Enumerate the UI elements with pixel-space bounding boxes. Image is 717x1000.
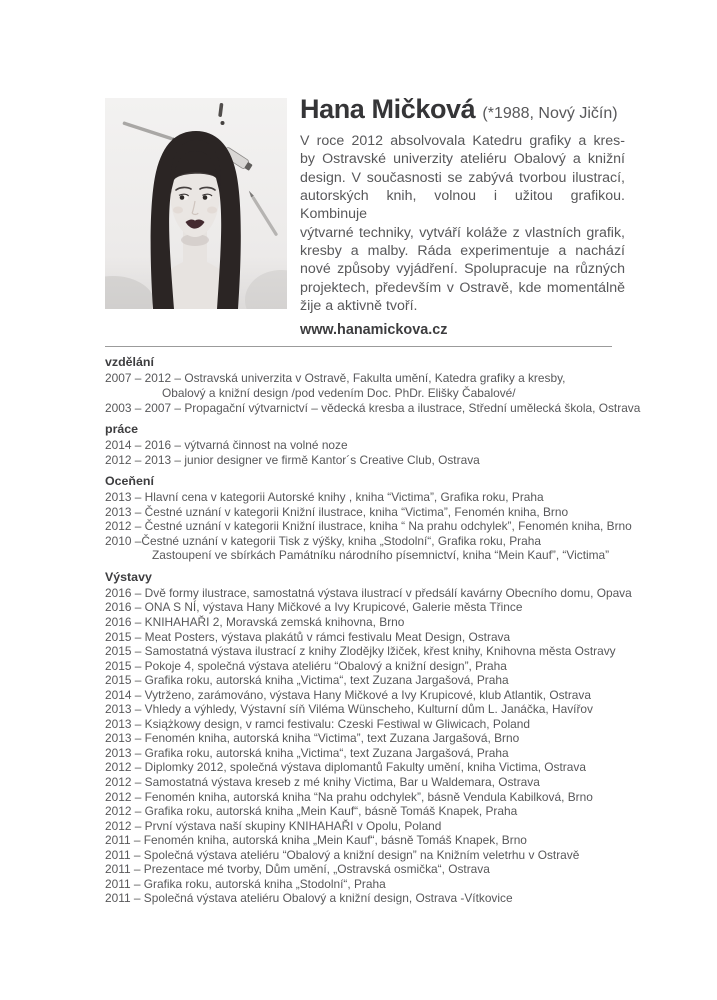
cv-entry: 2014 – 2016 – výtvarná činnost na volné noze	[105, 438, 348, 453]
cv-entry: 2011 – Prezentace mé tvorby, Dům umění, „Ostravská osmička“, Ostrava	[105, 862, 490, 877]
section-oceneni	[105, 474, 717, 563]
cv-entry: 2014 – Vytrženo, zarámováno, výstava Hany Mičkové a Ivy Krupicové, klub Atlantik, Ostrava	[105, 687, 591, 702]
bio-line: nové způsoby vyjádření. Spolupracuje na různých	[300, 261, 625, 278]
cv-entry: 2003 – 2007 – Propagační výtvarnictví – vědecká kresba a ilustrace, Střední umělecká škola, Ostrava	[105, 400, 641, 415]
section-title: práce	[105, 422, 139, 437]
cv-entry: 2013 – Hlavní cena v kategorii Autorské knihy , kniha “Victima”, Grafika roku, Praha	[105, 490, 544, 505]
cv-entry: 2013 – Grafika roku, autorská kniha „Victima“, text Zuzana Jargašová, Praha	[105, 745, 509, 760]
cv-entry: 2012 – 2013 – junior designer ve firmě Kantor´s Creative Club, Ostrava	[105, 452, 480, 467]
cv-entry: 2012 – Čestné uznání v kategorii Knižní ilustrace, kniha “ Na prahu odchylek”, Fenomén kniha, Brno	[105, 519, 632, 534]
cv-entry: 2012 – Samostatná výstava kreseb z mé knihy Victima, Bar u Waldemara, Ostrava	[105, 775, 540, 790]
section-prace	[105, 422, 717, 467]
cv-content	[105, 94, 641, 906]
cv-entry: 2010 –Čestné uznání v kategorii Tisk z výšky, kniha „Stodolní“, Grafika roku, Praha	[105, 533, 541, 548]
bio-line: design. V současnosti se zabývá tvorbou ilustrací,	[300, 169, 625, 186]
cv-entry: 2016 – Dvě formy ilustrace, samostatná výstava ilustrací v předsálí kavárny Obecního domu, Opava	[105, 585, 632, 600]
cv-entry: 2011 – Společná výstava ateliéru “Obalový a knižní design” na Knižním veletrhu v Ostravě	[105, 847, 580, 862]
section-vzdelani	[105, 355, 717, 415]
section-title: vzdělání	[105, 355, 154, 370]
bio	[300, 132, 625, 315]
bio-line: autorských knih, volnou i užitou grafikou. Kombinuje	[300, 188, 625, 223]
cv-entry: 2007 – 2012 – Ostravská univerzita v Ostravě, Fakulta umění, Katedra grafiky a kresby,	[105, 371, 566, 386]
cv-sections	[105, 355, 717, 906]
cv-entry: 2011 – Fenomén kniha, autorská kniha „Mein Kauf“, básně Tomáš Knapek, Brno	[105, 833, 527, 848]
cv-entry: 2011 – Společná výstava ateliéru Obalový a knižní design, Ostrava -Vítkovice	[105, 891, 513, 906]
cv-entry: 2015 – Pokoje 4, společná výstava ateliéru “Obalový a knižní design”, Praha	[105, 658, 507, 673]
website-url: www.hanamickova.cz	[300, 322, 448, 339]
cv-entry: 2015 – Meat Posters, výstava plakátů v rámci festivalu Meat Design, Ostrava	[105, 629, 511, 644]
cv-entry: 2013 – Książkowy design, v ramci festivalu: Czeski Festiwal w Gliwicach, Poland	[105, 716, 530, 731]
cv-entry: 2012 – Grafika roku, autorská kniha „Mein Kauf“, básně Tomáš Knapek, Praha	[105, 804, 518, 819]
cv-entry: Zastoupení ve sbírkách Památníku národního písemnictví, kniha “Mein Kauf”, “Victima”	[152, 548, 610, 563]
bio-line: výtvarné techniky, vytváří koláže z vlastních grafik,	[300, 224, 625, 241]
portrait-photo-illustration	[105, 98, 287, 309]
bio-line: by Ostravské univerzity ateliéru Obalový a knižní	[300, 151, 625, 168]
cv-entry: 2016 – ONA S NÍ, výstava Hany Mičkové a Ivy Krupicové, Galerie města Třince	[105, 600, 523, 615]
section-vystavy	[105, 570, 717, 906]
birth-info: (*1988, Nový Jičín)	[482, 105, 618, 122]
divider	[105, 346, 612, 347]
cv-entry: 2013 – Vhledy a výhledy, Výstavní síň Viléma Wünscheho, Kulturní dům L. Janáčka, Havířov	[105, 702, 593, 717]
bio-line: žije a aktivně tvoří.	[300, 298, 418, 315]
cv-entry: 2016 – KNIHAHAŘI 2, Moravská zemská knihovna, Brno	[105, 615, 405, 629]
cv-entry: 2011 – Grafika roku, autorská kniha „Stodolní“, Praha	[105, 876, 386, 891]
cv-entry: Obalový a knižní design /pod vedením Doc. PhDr. Elišky Čabalové/	[162, 385, 516, 400]
cv-entry: 2012 – První výstava naší skupiny KNIHAHAŘI v Opolu, Poland	[105, 818, 442, 833]
section-title: Výstavy	[105, 569, 152, 584]
portrait-photo	[105, 98, 287, 309]
bio-line: kresby a malby. Ráda experimentuje a nachází	[300, 243, 625, 260]
section-title: Oceňení	[105, 474, 154, 489]
bio-line: projektech, především v Ostravě, kde momentálně	[300, 279, 625, 296]
cv-entry: 2013 – Fenomén kniha, autorská kniha “Victima”, text Zuzana Jargašová, Brno	[105, 731, 520, 746]
cv-header	[105, 95, 625, 338]
cv-entry: 2015 – Grafika roku, autorská kniha „Victima“, text Zuzana Jargašová, Praha	[105, 673, 509, 688]
page-title	[300, 95, 625, 128]
cv-entry: 2012 – Diplomky 2012, společná výstava diplomantů Fakulty umění, kniha Victima, Ostrava	[105, 760, 586, 775]
cv-entry: 2012 – Fenomén kniha, autorská kniha “Na prahu odchylek”, básně Vendula Kabilková, Brno	[105, 789, 593, 804]
cv-entry: 2013 – Čestné uznání v kategorii Knižní ilustrace, kniha “Victima”, Fenomén kniha, Brno	[105, 504, 569, 519]
person-name: Hana Mičková	[300, 94, 476, 124]
cv-entry: 2015 – Samostatná výstava ilustrací z knihy Zlodějky lžiček, křest knihy, Knihovna města Ostravy	[105, 644, 616, 659]
header-text	[300, 95, 625, 338]
bio-line: V roce 2012 absolvovala Katedru grafiky a kres-	[300, 133, 625, 149]
